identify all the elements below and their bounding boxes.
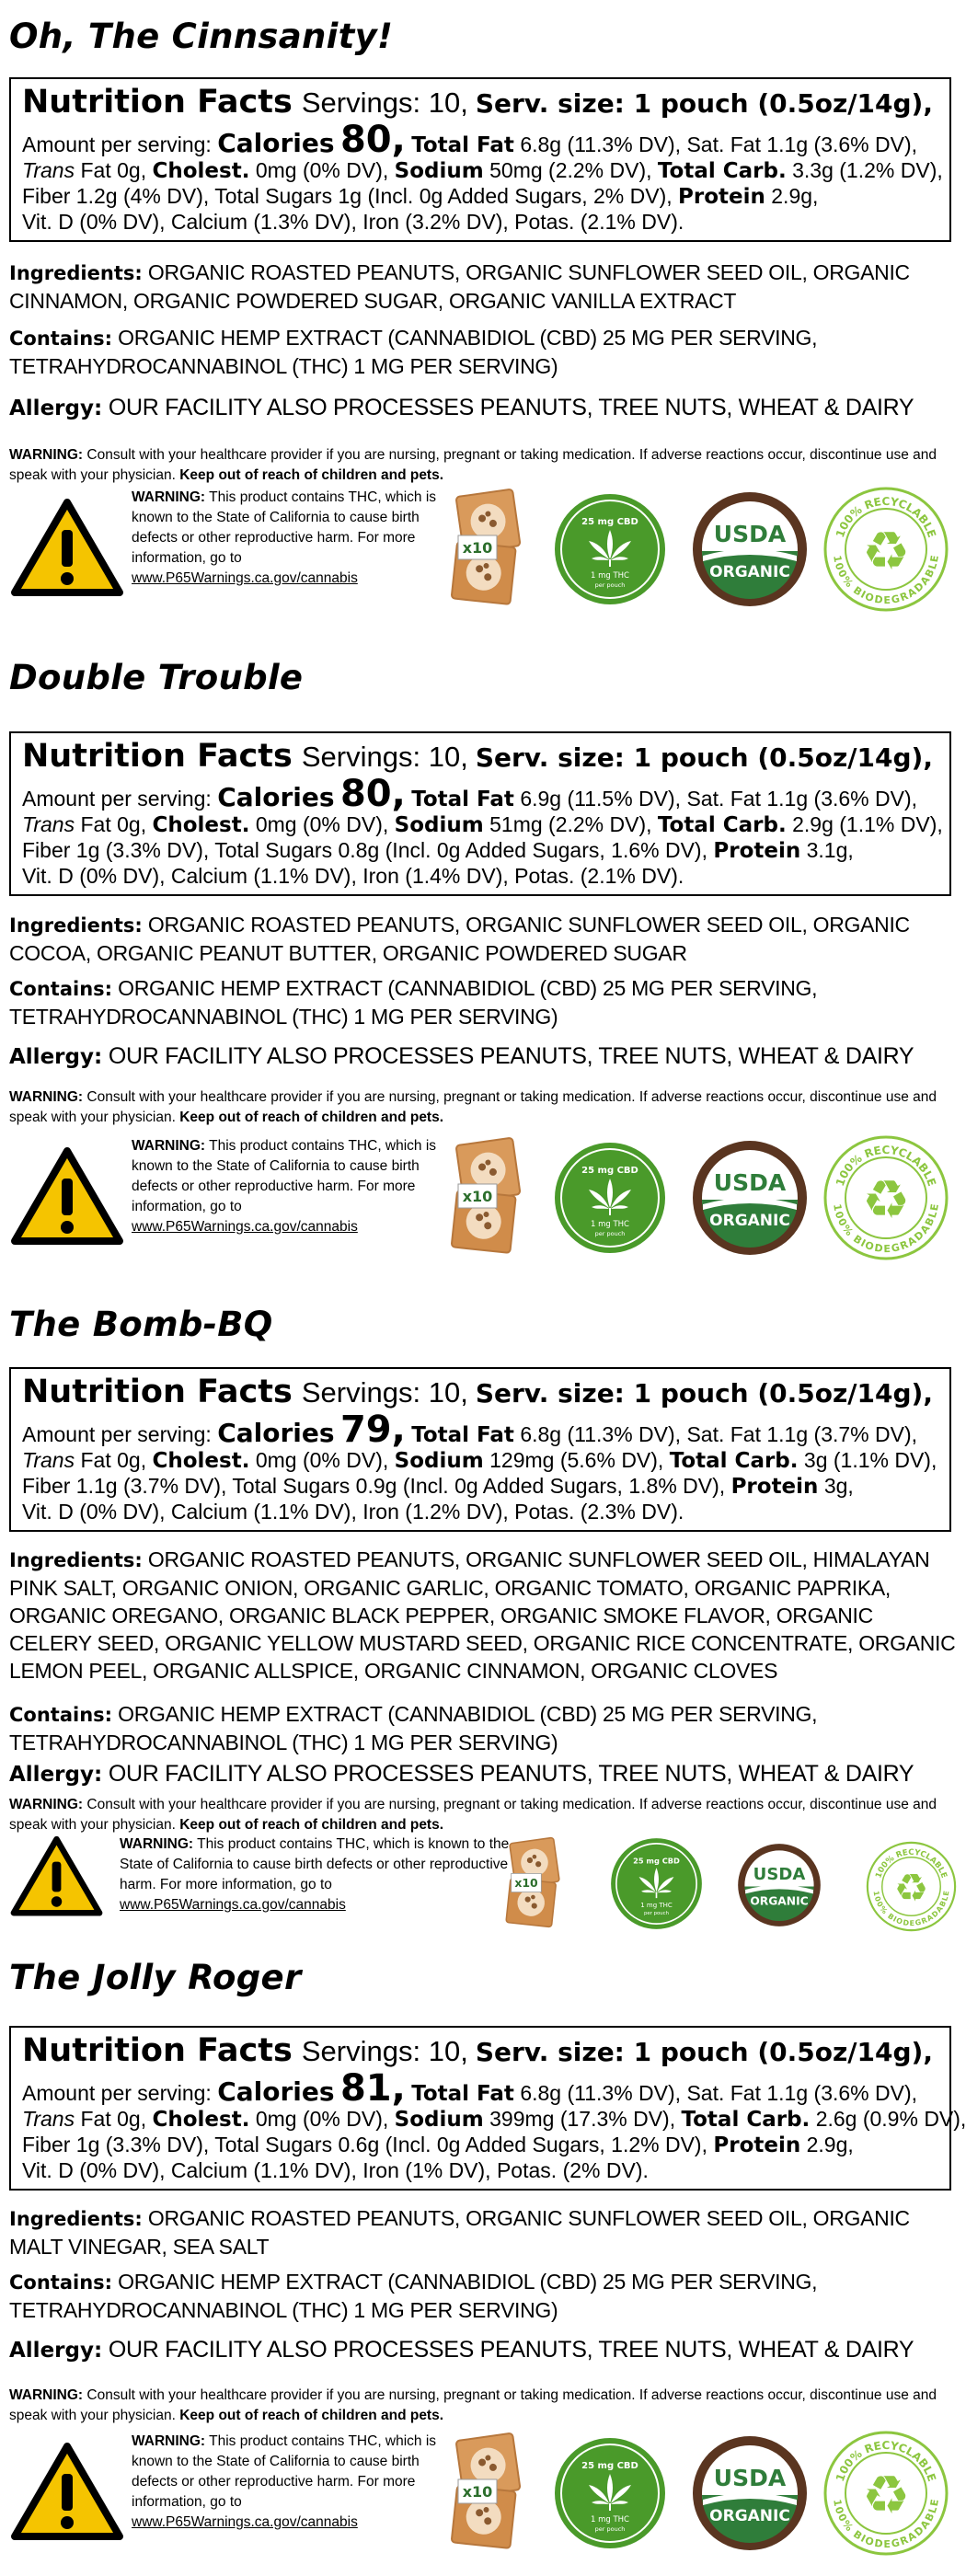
- total-carb-label: Total Carb.: [657, 813, 787, 837]
- calories-label: Calories: [217, 128, 335, 158]
- cholest-value: 0mg (0% DV),: [255, 2107, 389, 2131]
- total-carb-label: Total Carb.: [657, 159, 787, 183]
- iron-label: Iron: [362, 2158, 399, 2182]
- fiber-value: 1.2g (4% DV),: [75, 184, 210, 208]
- cbd-badge-bottom: 1 mg THC: [590, 571, 630, 581]
- trans-label: Trans: [22, 2107, 75, 2131]
- potas-label: Potas.: [514, 864, 575, 888]
- servings: Servings: 10,: [301, 741, 468, 773]
- sat-fat-label: Sat. Fat: [686, 2081, 761, 2105]
- nutrition-facts-panel: [9, 1367, 951, 1532]
- incl-label: (Incl.: [402, 1474, 449, 1498]
- vit-d-label: Vit. D: [22, 864, 74, 888]
- usda-organic-seal: [736, 1842, 822, 1928]
- ingredients-label: Ingredients:: [9, 2208, 143, 2230]
- potas-value: (2.3% DV).: [580, 1500, 684, 1524]
- total-sugars-label: Total Sugars: [214, 2133, 333, 2156]
- total-fat-value: 6.8g (11.3% DV),: [520, 1422, 682, 1446]
- usda-organic-seal: [690, 2433, 810, 2553]
- cbd-badge-small: per pouch: [594, 581, 626, 589]
- fat-word: Fat: [80, 2107, 111, 2131]
- nutrition-facts-panel: [9, 731, 951, 896]
- cbd-badge-top: 25 mg CBD: [633, 1856, 680, 1866]
- sat-fat-value: 1.1g (3.6% DV),: [766, 787, 918, 811]
- total-carb-value: 3.3g (1.2% DV),: [792, 158, 943, 182]
- total-sugars-value: 0.9g: [355, 1474, 397, 1498]
- total-sugars-value: 0.8g: [338, 838, 380, 862]
- sat-fat-value: 1.1g (3.7% DV),: [766, 1422, 918, 1446]
- calories-label: Calories: [217, 782, 335, 812]
- recyclable-biodegradable-badge: [822, 2429, 950, 2558]
- added-sugars-amount: 0g: [454, 1474, 478, 1498]
- added-sugars-label: Added Sugars,: [482, 1474, 623, 1498]
- calories-value: 80,: [339, 119, 406, 161]
- cholest-label: Cholest.: [152, 1449, 250, 1473]
- sat-fat-label: Sat. Fat: [686, 1422, 761, 1446]
- sodium-value: 51mg (2.2% DV),: [489, 812, 652, 836]
- usda-bottom: ORGANIC: [709, 1212, 790, 1230]
- serving-size: Serv. size: 1 pouch (0.5oz/14g),: [475, 1378, 933, 1409]
- trans-label: Trans: [22, 812, 75, 836]
- warning-and-badges-row: [0, 488, 966, 616]
- warning-text: Consult with your healthcare provider if you are nursing, pregnant or taking medication. If adverse reactions occur, discontinue use and speak with your physician.: [9, 1089, 937, 1125]
- added-sugars-label: Added Sugars,: [465, 838, 605, 862]
- recycle-top: 100% RECYCLABLE: [833, 1143, 939, 1189]
- trans-fat-value: 0g,: [117, 158, 147, 182]
- consumer-warning: [9, 445, 957, 486]
- warning-triangle-icon: [9, 1834, 104, 1919]
- sat-fat-value: 1.1g (3.6% DV),: [766, 132, 918, 156]
- cbd-thc-badge: [550, 489, 670, 609]
- fiber-label: Fiber: [22, 184, 71, 208]
- incl-label: (Incl.: [385, 838, 431, 862]
- iron-value: (3.2% DV),: [405, 210, 509, 234]
- consumer-warning: [9, 1087, 957, 1128]
- recycle-icon: ♻: [862, 520, 910, 582]
- pouch-pack-icon: [440, 2432, 532, 2551]
- cholest-label: Cholest.: [152, 813, 250, 837]
- servings: Servings: 10,: [301, 1376, 468, 1409]
- calcium-value: (1.3% DV),: [253, 210, 357, 234]
- total-sugars-label: Total Sugars: [232, 1474, 351, 1498]
- ingredients-text: ORGANIC ROASTED PEANUTS, ORGANIC SUNFLOWER SEED OIL, ORGANIC CINNAMON, ORGANIC POWDERED SUGAR, ORGANIC VANILLA EXTRACT: [9, 260, 910, 313]
- added-sugars-amount: 0g: [419, 184, 443, 208]
- servings: Servings: 10,: [301, 2035, 468, 2067]
- potas-value: (2.1% DV).: [580, 864, 684, 888]
- contains-text: ORGANIC HEMP EXTRACT (CANNABIDIOL (CBD) 25 MG PER SERVING, TETRAHYDROCANNABINOL (THC) 1 MG PER SERVING): [9, 1702, 818, 1754]
- usda-top: USDA: [753, 1865, 806, 1885]
- protein-label: Protein: [678, 185, 765, 209]
- calcium-value: (1.1% DV),: [253, 864, 357, 888]
- total-carb-label: Total Carb.: [681, 2108, 811, 2132]
- trans-fat-value: 0g,: [117, 812, 147, 836]
- total-fat-label: Total Fat: [411, 1423, 514, 1447]
- recycle-bottom: 100% BIODEGRADABLE: [831, 2498, 941, 2551]
- sodium-label: Sodium: [394, 1449, 484, 1473]
- cbd-badge-small: per pouch: [594, 1230, 626, 1237]
- ingredients-text: ORGANIC ROASTED PEANUTS, ORGANIC SUNFLOWER SEED OIL, ORGANIC COCOA, ORGANIC PEANUT BUTTER, ORGANIC POWDERED SUGAR: [9, 913, 910, 965]
- potas-value: (2% DV).: [562, 2158, 649, 2182]
- prop65-link[interactable]: www.P65Warnings.ca.gov/cannabis: [132, 570, 358, 586]
- potas-label: Potas.: [514, 210, 575, 234]
- vit-d-label: Vit. D: [22, 210, 74, 234]
- serving-size: Serv. size: 1 pouch (0.5oz/14g),: [475, 2037, 933, 2067]
- recycle-icon: ♻: [893, 1865, 929, 1911]
- added-sugars-label: Added Sugars,: [465, 2133, 605, 2156]
- contains-text: ORGANIC HEMP EXTRACT (CANNABIDIOL (CBD) 25 MG PER SERVING, TETRAHYDROCANNABINOL (THC) 1 MG PER SERVING): [9, 2270, 818, 2322]
- fat-word: Fat: [80, 812, 111, 836]
- sodium-label: Sodium: [394, 813, 484, 837]
- recycle-bottom: 100% BIODEGRADABLE: [831, 554, 941, 607]
- warning-text: Consult with your healthcare provider if you are nursing, pregnant or taking medication. If adverse reactions occur, discontinue use and speak with your physician.: [9, 2387, 937, 2423]
- protein-label: Protein: [713, 839, 801, 863]
- contains-label: Contains:: [9, 1704, 113, 1726]
- pouch-pack-icon: [440, 488, 532, 607]
- calcium-label: Calcium: [170, 864, 247, 888]
- recyclable-biodegradable-badge: [822, 1133, 950, 1262]
- cholest-value: 0mg (0% DV),: [255, 812, 389, 836]
- total-sugars-value: 0.6g: [338, 2133, 380, 2156]
- recycle-icon: ♻: [862, 1168, 910, 1231]
- total-carb-value: 2.9g (1.1% DV),: [792, 812, 943, 836]
- fiber-value: 1g (3.3% DV),: [75, 838, 210, 862]
- fiber-label: Fiber: [22, 838, 71, 862]
- usda-top: USDA: [713, 1169, 787, 1196]
- incl-label: (Incl.: [367, 184, 414, 208]
- recycle-top: 100% RECYCLABLE: [833, 494, 939, 540]
- warning-triangle-icon: [9, 1145, 125, 1248]
- warning-triangle-icon: [9, 497, 125, 600]
- trans-fat-value: 0g,: [117, 1448, 147, 1472]
- usda-top: USDA: [713, 2465, 787, 2491]
- contains: [9, 324, 957, 380]
- contains-label: Contains:: [9, 978, 113, 1000]
- potas-label: Potas.: [496, 2158, 558, 2182]
- ingredients-text: ORGANIC ROASTED PEANUTS, ORGANIC SUNFLOWER SEED OIL, ORGANIC MALT VINEGAR, SEA SALT: [9, 2206, 910, 2259]
- iron-value: (1% DV),: [405, 2158, 491, 2182]
- cbd-badge-top: 25 mg CBD: [581, 2461, 638, 2471]
- recycle-icon: ♻: [862, 2464, 910, 2526]
- prop65-warning-label: WARNING:: [132, 1138, 206, 1154]
- cbd-badge-top: 25 mg CBD: [581, 517, 638, 527]
- usda-organic-seal: [690, 489, 810, 609]
- total-fat-value: 6.8g (11.3% DV),: [520, 132, 682, 156]
- contains-text: ORGANIC HEMP EXTRACT (CANNABIDIOL (CBD) 25 MG PER SERVING, TETRAHYDROCANNABINOL (THC) 1 MG PER SERVING): [9, 976, 818, 1029]
- consumer-warning: [9, 2386, 957, 2426]
- calcium-label: Calcium: [170, 210, 247, 234]
- usda-top: USDA: [713, 521, 787, 547]
- cbd-badge-top: 25 mg CBD: [581, 1166, 638, 1176]
- protein-label: Protein: [713, 2133, 801, 2157]
- total-fat-value: 6.8g (11.3% DV),: [520, 2081, 682, 2105]
- total-carb-value: 2.6g (0.9% DV),: [815, 2107, 966, 2131]
- product-title: Oh, The Cinnsanity!: [9, 17, 394, 56]
- calcium-label: Calcium: [170, 2158, 247, 2182]
- recycle-bottom: 100% BIODEGRADABLE: [871, 1890, 951, 1928]
- prop65-warning: [132, 2432, 444, 2533]
- nutrition-facts-panel: [9, 77, 951, 242]
- total-sugars-label: Total Sugars: [214, 838, 333, 862]
- allergy-label: Allergy:: [9, 1045, 103, 1069]
- sodium-value: 399mg (17.3% DV),: [489, 2107, 676, 2131]
- cbd-badge-small: per pouch: [594, 2525, 626, 2533]
- pouch-pack-icon: [440, 1136, 532, 1256]
- warning-label: WARNING:: [9, 1797, 84, 1812]
- vit-d-label: Vit. D: [22, 2158, 74, 2182]
- fat-word: Fat: [80, 158, 111, 182]
- allergy-label: Allergy:: [9, 1763, 103, 1787]
- nutrition-facts-panel: [9, 2026, 966, 2191]
- incl-label: (Incl.: [385, 2133, 431, 2156]
- sat-fat-value: 1.1g (3.6% DV),: [766, 2081, 918, 2105]
- contains: [9, 2268, 957, 2324]
- amount-per-serving-label: Amount per serving:: [22, 2081, 212, 2105]
- ingredients-label: Ingredients:: [9, 262, 143, 284]
- sodium-value: 50mg (2.2% DV),: [489, 158, 652, 182]
- sat-fat-label: Sat. Fat: [686, 787, 761, 811]
- warning-text: Consult with your healthcare provider if you are nursing, pregnant or taking medication. If adverse reactions occur, discontinue use and speak with your physician.: [9, 447, 937, 483]
- iron-label: Iron: [362, 210, 399, 234]
- calcium-value: (1.1% DV),: [253, 1500, 357, 1524]
- fiber-label: Fiber: [22, 2133, 71, 2156]
- added-sugars-amount: 0g: [436, 2133, 461, 2156]
- prop65-link[interactable]: www.P65Warnings.ca.gov/cannabis: [132, 1219, 358, 1235]
- allergy-text: OUR FACILITY ALSO PROCESSES PEANUTS, TREE NUTS, WHEAT & DAIRY: [108, 1043, 914, 1069]
- fiber-value: 1.1g (3.7% DV),: [75, 1474, 227, 1498]
- pack-count: x10: [462, 539, 493, 557]
- recycle-top: 100% RECYCLABLE: [874, 1847, 949, 1880]
- trans-label: Trans: [22, 1448, 75, 1472]
- warning-label: WARNING:: [9, 447, 84, 463]
- fiber-label: Fiber: [22, 1474, 71, 1498]
- vit-d-value: (0% DV),: [79, 210, 166, 234]
- serving-size: Serv. size: 1 pouch (0.5oz/14g),: [475, 742, 933, 773]
- prop65-link[interactable]: www.P65Warnings.ca.gov/cannabis: [120, 1897, 346, 1913]
- protein-label: Protein: [730, 1475, 819, 1499]
- ingredients: [9, 2204, 957, 2260]
- recyclable-biodegradable-badge: [865, 1840, 958, 1933]
- cbd-thc-badge: [550, 2433, 670, 2553]
- total-fat-value: 6.9g (11.5% DV),: [520, 787, 682, 811]
- cbd-badge-small: per pouch: [644, 1911, 669, 1917]
- total-carb-value: 3g (1.1% DV),: [803, 1448, 937, 1472]
- cholest-value: 0mg (0% DV),: [255, 1448, 389, 1472]
- prop65-warning: [120, 1834, 515, 1915]
- iron-value: (1.2% DV),: [405, 1500, 509, 1524]
- cbd-badge-bottom: 1 mg THC: [640, 1902, 673, 1910]
- warning-label: WARNING:: [9, 2387, 84, 2403]
- warning-and-badges-row: [0, 2432, 966, 2560]
- product-title: The Jolly Roger: [9, 1958, 302, 1997]
- calories-value: 79,: [339, 1409, 406, 1451]
- allergy-label: Allergy:: [9, 397, 103, 420]
- prop65-warning-text: This product contains THC, which is known to the State of California to cause birth defects or other reproductive harm. For more information, go to: [132, 489, 437, 566]
- added-sugars-value: 1.8% DV),: [628, 1474, 726, 1498]
- consumer-warning: [9, 1795, 957, 1835]
- allergy: [9, 1760, 957, 1788]
- vit-d-value: (0% DV),: [79, 2158, 166, 2182]
- cholest-label: Cholest.: [152, 2108, 250, 2132]
- warning-text: Consult with your healthcare provider if you are nursing, pregnant or taking medication. If adverse reactions occur, discontinue use and speak with your physician.: [9, 1797, 937, 1833]
- usda-bottom: ORGANIC: [709, 2507, 790, 2525]
- calories-label: Calories: [217, 1418, 335, 1448]
- contains-label: Contains:: [9, 2271, 113, 2294]
- protein-value: 2.9g,: [806, 2133, 854, 2156]
- amount-per-serving-label: Amount per serving:: [22, 132, 212, 156]
- pack-count: x10: [514, 1876, 538, 1891]
- calories-label: Calories: [217, 2076, 335, 2107]
- potas-label: Potas.: [514, 1500, 575, 1524]
- nutrition-facts-heading: Nutrition Facts: [22, 738, 293, 775]
- allergy: [9, 2336, 957, 2364]
- cholest-label: Cholest.: [152, 159, 250, 183]
- prop65-link[interactable]: www.P65Warnings.ca.gov/cannabis: [132, 2514, 358, 2530]
- trans-fat-value: 0g,: [117, 2107, 147, 2131]
- usda-organic-seal: [690, 1138, 810, 1258]
- added-sugars-label: Added Sugars,: [447, 184, 588, 208]
- allergy-text: OUR FACILITY ALSO PROCESSES PEANUTS, TREE NUTS, WHEAT & DAIRY: [108, 2337, 914, 2363]
- allergy-label: Allergy:: [9, 2339, 103, 2363]
- ingredients-label: Ingredients:: [9, 1549, 143, 1571]
- cbd-badge-bottom: 1 mg THC: [590, 1220, 630, 1229]
- prop65-warning: [132, 488, 444, 589]
- calories-value: 80,: [339, 773, 406, 815]
- vit-d-value: (0% DV),: [79, 1500, 166, 1524]
- added-sugars-amount: 0g: [436, 838, 461, 862]
- sodium-label: Sodium: [394, 2108, 484, 2132]
- product-title: The Bomb-BQ: [9, 1305, 273, 1344]
- total-fat-label: Total Fat: [411, 2082, 514, 2106]
- allergy: [9, 1042, 957, 1071]
- added-sugars-value: 1.2% DV),: [611, 2133, 707, 2156]
- allergy-text: OUR FACILITY ALSO PROCESSES PEANUTS, TREE NUTS, WHEAT & DAIRY: [108, 1761, 914, 1787]
- keep-out-text: Keep out of reach of children and pets.: [179, 2408, 444, 2423]
- contains: [9, 1700, 957, 1756]
- recyclable-biodegradable-badge: [822, 485, 950, 614]
- calories-value: 81,: [339, 2067, 406, 2110]
- prop65-warning-label: WARNING:: [132, 489, 206, 505]
- cbd-badge-bottom: 1 mg THC: [590, 2515, 630, 2524]
- ingredients: [9, 1546, 957, 1685]
- fiber-value: 1g (3.3% DV),: [75, 2133, 210, 2156]
- prop65-warning: [132, 1136, 444, 1237]
- total-sugars-label: Total Sugars: [214, 184, 333, 208]
- warning-triangle-icon: [9, 2441, 125, 2544]
- recycle-bottom: 100% BIODEGRADABLE: [831, 1202, 941, 1256]
- pack-count: x10: [462, 1188, 493, 1205]
- ingredients-text: ORGANIC ROASTED PEANUTS, ORGANIC SUNFLOWER SEED OIL, HIMALAYAN PINK SALT, ORGANIC ONION, ORGANIC GARLIC, ORGANIC TOMATO, ORGANIC PAPRIKA, ORGANIC OREGANO, ORGANIC BLACK PEPPER, ORGANIC SMOKE FLAVOR, ORGANIC CELERY SEED, ORGANIC YELLOW MUSTARD SEED, ORGANIC RICE CONCENTRATE, ORGANIC LEMON PEEL, ORGANIC ALLSPICE, ORGANIC CINNAMON, ORGANIC CLOVES: [9, 1547, 956, 1683]
- pouch-pack-icon: [497, 1836, 569, 1929]
- vit-d-label: Vit. D: [22, 1500, 74, 1524]
- servings: Servings: 10,: [301, 86, 468, 119]
- total-carb-label: Total Carb.: [669, 1449, 799, 1473]
- protein-value: 3.1g,: [806, 838, 854, 862]
- prop65-warning-text: This product contains THC, which is known to the State of California to cause birth defects or other reproductive harm. For more information, go to: [120, 1836, 510, 1892]
- amount-per-serving-label: Amount per serving:: [22, 787, 212, 811]
- contains: [9, 974, 957, 1030]
- ingredients-label: Ingredients:: [9, 914, 143, 937]
- fat-word: Fat: [80, 1448, 111, 1472]
- total-fat-label: Total Fat: [411, 133, 514, 157]
- warning-and-badges-row: [0, 1834, 966, 1963]
- protein-value: 3g,: [823, 1474, 854, 1498]
- usda-bottom: ORGANIC: [709, 563, 790, 581]
- iron-label: Iron: [362, 1500, 399, 1524]
- contains-label: Contains:: [9, 328, 113, 350]
- pack-count: x10: [462, 2483, 493, 2501]
- allergy: [9, 394, 957, 422]
- calcium-value: (1.1% DV),: [253, 2158, 357, 2182]
- calcium-label: Calcium: [170, 1500, 247, 1524]
- sodium-value: 129mg (5.6% DV),: [489, 1448, 664, 1472]
- ingredients: [9, 911, 957, 967]
- amount-per-serving-label: Amount per serving:: [22, 1422, 212, 1446]
- nutrition-facts-heading: Nutrition Facts: [22, 2032, 293, 2069]
- prop65-warning-label: WARNING:: [120, 1836, 194, 1852]
- sodium-label: Sodium: [394, 159, 484, 183]
- total-sugars-value: 1g: [338, 184, 362, 208]
- iron-label: Iron: [362, 864, 399, 888]
- keep-out-text: Keep out of reach of children and pets.: [179, 467, 444, 483]
- added-sugars-value: 1.6% DV),: [611, 838, 707, 862]
- protein-value: 2.9g,: [771, 184, 819, 208]
- allergy-text: OUR FACILITY ALSO PROCESSES PEANUTS, TREE NUTS, WHEAT & DAIRY: [108, 395, 914, 420]
- prop65-warning-text: This product contains THC, which is known to the State of California to cause birth defects or other reproductive harm. For more information, go to: [132, 1138, 437, 1214]
- cholest-value: 0mg (0% DV),: [255, 158, 389, 182]
- total-fat-label: Total Fat: [411, 788, 514, 811]
- serving-size: Serv. size: 1 pouch (0.5oz/14g),: [475, 88, 933, 119]
- added-sugars-value: 2% DV),: [592, 184, 673, 208]
- prop65-warning-text: This product contains THC, which is known to the State of California to cause birth defects or other reproductive harm. For more information, go to: [132, 2433, 437, 2510]
- prop65-warning-label: WARNING:: [132, 2433, 206, 2449]
- nutrition-facts-heading: Nutrition Facts: [22, 1374, 293, 1410]
- sat-fat-label: Sat. Fat: [686, 132, 761, 156]
- keep-out-text: Keep out of reach of children and pets.: [179, 1817, 444, 1833]
- cbd-thc-badge: [607, 1834, 706, 1933]
- recycle-top: 100% RECYCLABLE: [833, 2438, 939, 2484]
- vit-d-value: (0% DV),: [79, 864, 166, 888]
- contains-text: ORGANIC HEMP EXTRACT (CANNABIDIOL (CBD) 25 MG PER SERVING, TETRAHYDROCANNABINOL (THC) 1 MG PER SERVING): [9, 326, 818, 378]
- product-title: Double Trouble: [9, 658, 304, 697]
- keep-out-text: Keep out of reach of children and pets.: [179, 1110, 444, 1125]
- potas-value: (2.1% DV).: [580, 210, 684, 234]
- nutrition-facts-heading: Nutrition Facts: [22, 84, 293, 121]
- usda-bottom: ORGANIC: [750, 1894, 809, 1908]
- iron-value: (1.4% DV),: [405, 864, 509, 888]
- trans-label: Trans: [22, 158, 75, 182]
- cbd-thc-badge: [550, 1138, 670, 1258]
- ingredients: [9, 259, 957, 315]
- warning-label: WARNING:: [9, 1089, 84, 1105]
- warning-and-badges-row: [0, 1136, 966, 1265]
